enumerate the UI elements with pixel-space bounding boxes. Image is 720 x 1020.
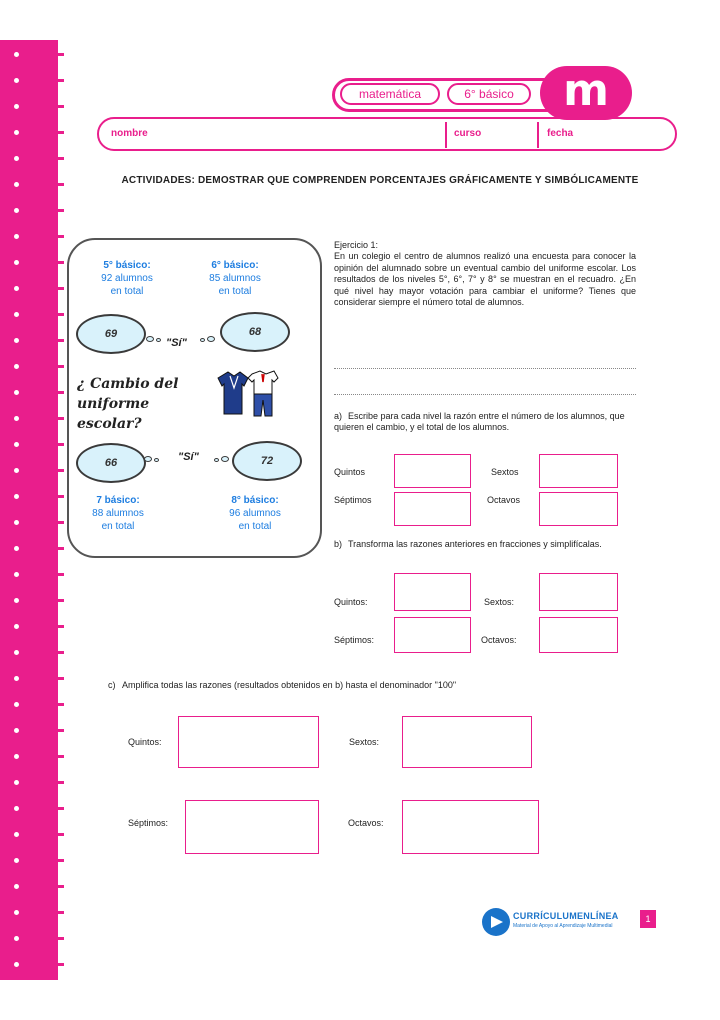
- binder-tick: [54, 79, 64, 82]
- binder-hole: [14, 52, 19, 57]
- answer-box-octavos-c[interactable]: [402, 800, 539, 854]
- binder-tick: [54, 209, 64, 212]
- date-field-label: fecha: [547, 128, 574, 139]
- level-5-info: [82, 259, 172, 298]
- question-text: Amplifica todas las razones (resultados obtenidos en b) hasta el denominador "100": [122, 680, 457, 690]
- uniform-clothes-icon: [214, 368, 280, 420]
- name-field-label: nombre: [111, 128, 148, 139]
- curriculum-logo-icon: [482, 908, 510, 936]
- votes-cloud-6: 68: [220, 312, 290, 352]
- yes-label: "Sí": [166, 337, 187, 349]
- level-7-info: [73, 494, 163, 533]
- binder-tick: [54, 339, 64, 342]
- binder-hole: [14, 728, 19, 733]
- yes-label: "Sí": [178, 451, 199, 463]
- binder-tick: [54, 391, 64, 394]
- answer-box-sextos-b[interactable]: [539, 573, 618, 611]
- level-total: en total: [218, 286, 252, 297]
- binder-hole: [14, 676, 19, 681]
- level-total: en total: [110, 286, 144, 297]
- binder-tick: [54, 183, 64, 186]
- binder-tick: [54, 937, 64, 940]
- binder-tick: [54, 547, 64, 550]
- answer-box-octavos-b[interactable]: [539, 617, 618, 653]
- curriculum-brand: CURRÍCULUMENLÍNEA: [513, 911, 619, 921]
- binder-tick: [54, 417, 64, 420]
- binder-tick: [54, 911, 64, 914]
- level-name: 8° básico:: [231, 495, 279, 506]
- binder-tick: [54, 261, 64, 264]
- binder-hole: [14, 780, 19, 785]
- label-quintos-a: Quintos: [334, 467, 366, 477]
- curriculum-subtitle: Material de Apoyo al Aprendizaje Multimedial: [513, 923, 613, 929]
- label-octavos-a: Octavos: [487, 495, 521, 505]
- binder-tick: [54, 781, 64, 784]
- binder-tick: [54, 599, 64, 602]
- thought-bubble: [154, 458, 159, 462]
- label-quintos-b: Quintos:: [334, 597, 368, 607]
- binder-hole: [14, 416, 19, 421]
- uniform-question: ¿ Cambio del uniforme escolar?: [77, 376, 179, 432]
- binder-tick: [54, 703, 64, 706]
- binder-hole: [14, 156, 19, 161]
- answer-box-septimos-a[interactable]: [394, 492, 471, 526]
- binder-hole: [14, 286, 19, 291]
- binder-hole: [14, 702, 19, 707]
- binder-tick: [54, 443, 64, 446]
- binder-hole: [14, 754, 19, 759]
- votes-cloud-8: 72: [232, 441, 302, 481]
- binder-hole: [14, 650, 19, 655]
- binder-tick: [54, 365, 64, 368]
- binder-tick: [54, 807, 64, 810]
- question-text: Transforma las razones anteriores en fracciones y simplifícalas.: [348, 539, 602, 549]
- level-name: 5° básico:: [103, 260, 151, 271]
- level-name: 6° básico:: [211, 260, 259, 271]
- binder-hole: [14, 182, 19, 187]
- question-text: Escribe para cada nivel la razón entre el número de los alumnos, que quieren el cambio, y el total de los alumnos.: [334, 411, 625, 432]
- binder-strip: [0, 40, 58, 980]
- binder-hole: [14, 130, 19, 135]
- question-marker: b): [334, 539, 343, 549]
- grade-label: 6° básico: [447, 83, 531, 105]
- binder-hole: [14, 338, 19, 343]
- binder-tick: [54, 53, 64, 56]
- binder-tick: [54, 313, 64, 316]
- binder-hole: [14, 520, 19, 525]
- votes-cloud-5: 69: [76, 314, 146, 354]
- binder-hole: [14, 312, 19, 317]
- question-marker: c): [108, 680, 116, 690]
- level-8-info: [210, 494, 300, 533]
- level-name: 7 básico:: [96, 495, 140, 506]
- binder-hole: [14, 962, 19, 967]
- binder-hole: [14, 598, 19, 603]
- thought-bubble: [221, 456, 229, 462]
- level-total: en total: [238, 521, 272, 532]
- label-octavos-c: Octavos:: [348, 818, 384, 828]
- math-logo: m: [540, 66, 632, 120]
- subject-label: matemática: [340, 83, 440, 105]
- level-students: 96 alumnos: [229, 508, 281, 519]
- answer-box-quintos-c[interactable]: [178, 716, 319, 768]
- activity-title: ACTIVIDADES: DEMOSTRAR QUE COMPRENDEN PORCENTAJES GRÁFICAMENTE Y SIMBÓLICAMENTE: [121, 175, 639, 186]
- binder-tick: [54, 625, 64, 628]
- question-c: [108, 680, 456, 690]
- binder-tick: [54, 105, 64, 108]
- answer-box-septimos-b[interactable]: [394, 617, 471, 653]
- label-septimos-a: Séptimos: [334, 495, 372, 505]
- divider: [445, 122, 447, 148]
- thought-bubble: [200, 338, 205, 342]
- binder-tick: [54, 469, 64, 472]
- label-septimos-b: Séptimos:: [334, 635, 375, 645]
- label-sextos-c: Sextos:: [349, 737, 380, 747]
- binder-tick: [54, 131, 64, 134]
- page-number: 1: [640, 910, 656, 928]
- answer-box-sextos-c[interactable]: [402, 716, 532, 768]
- binder-hole: [14, 884, 19, 889]
- answer-line[interactable]: [334, 368, 636, 369]
- binder-tick: [54, 677, 64, 680]
- answer-line[interactable]: [334, 394, 636, 395]
- answer-box-quintos-a[interactable]: [394, 454, 471, 488]
- question-marker: a): [334, 411, 343, 421]
- answer-box-sextos-a[interactable]: [539, 454, 618, 488]
- binder-hole: [14, 910, 19, 915]
- binder-tick: [54, 521, 64, 524]
- level-total: en total: [101, 521, 135, 532]
- level-students: 88 alumnos: [92, 508, 144, 519]
- thought-bubble: [207, 336, 215, 342]
- binder-hole: [14, 234, 19, 239]
- question-b: [334, 539, 636, 550]
- binder-hole: [14, 806, 19, 811]
- question-a: [334, 411, 636, 433]
- binder-tick: [54, 235, 64, 238]
- binder-hole: [14, 260, 19, 265]
- label-octavos-b: Octavos:: [481, 635, 517, 645]
- binder-hole: [14, 78, 19, 83]
- binder-tick: [54, 729, 64, 732]
- binder-tick: [54, 157, 64, 160]
- binder-tick: [54, 833, 64, 836]
- level-students: 85 alumnos: [209, 273, 261, 284]
- binder-tick: [54, 963, 64, 966]
- thought-bubble: [214, 458, 219, 462]
- binder-hole: [14, 494, 19, 499]
- level-students: 92 alumnos: [101, 273, 153, 284]
- level-6-info: [190, 259, 280, 298]
- binder-hole: [14, 832, 19, 837]
- answer-box-septimos-c[interactable]: [185, 800, 319, 854]
- thought-bubble: [156, 338, 161, 342]
- binder-hole: [14, 572, 19, 577]
- exercise-title: Ejercicio 1:: [334, 240, 379, 250]
- label-quintos-c: Quintos:: [128, 737, 162, 747]
- binder-hole: [14, 208, 19, 213]
- binder-tick: [54, 651, 64, 654]
- exercise-statement: En un colegio el centro de alumnos realizó una encuesta para conocer la opinión del alumnado sobre un eventual cambio del uniforme escolar. Los resultados de los niveles 5°, 6°, 7° y 8° se muestran en el recuadro. ¿En qué nivel hay mayor votación para cambiar el uniforme? Tienes que considerar siempre el número total de alumnos.: [334, 251, 636, 307]
- binder-hole: [14, 858, 19, 863]
- label-sextos-b: Sextos:: [484, 597, 515, 607]
- binder-hole: [14, 468, 19, 473]
- label-sextos-a: Sextos: [491, 467, 519, 477]
- answer-box-octavos-a[interactable]: [539, 492, 618, 526]
- binder-hole: [14, 546, 19, 551]
- course-field-label: curso: [454, 128, 482, 139]
- binder-hole: [14, 390, 19, 395]
- binder-hole: [14, 936, 19, 941]
- binder-tick: [54, 495, 64, 498]
- thought-bubble: [144, 456, 152, 462]
- divider: [537, 122, 539, 148]
- binder-tick: [54, 859, 64, 862]
- label-septimos-c: Séptimos:: [128, 818, 169, 828]
- binder-tick: [54, 287, 64, 290]
- binder-hole: [14, 624, 19, 629]
- binder-hole: [14, 364, 19, 369]
- student-info-row: [97, 117, 677, 151]
- binder-tick: [54, 885, 64, 888]
- binder-tick: [54, 755, 64, 758]
- thought-bubble: [146, 336, 154, 342]
- answer-box-quintos-b[interactable]: [394, 573, 471, 611]
- binder-hole: [14, 104, 19, 109]
- binder-hole: [14, 442, 19, 447]
- votes-cloud-7: 66: [76, 443, 146, 483]
- binder-tick: [54, 573, 64, 576]
